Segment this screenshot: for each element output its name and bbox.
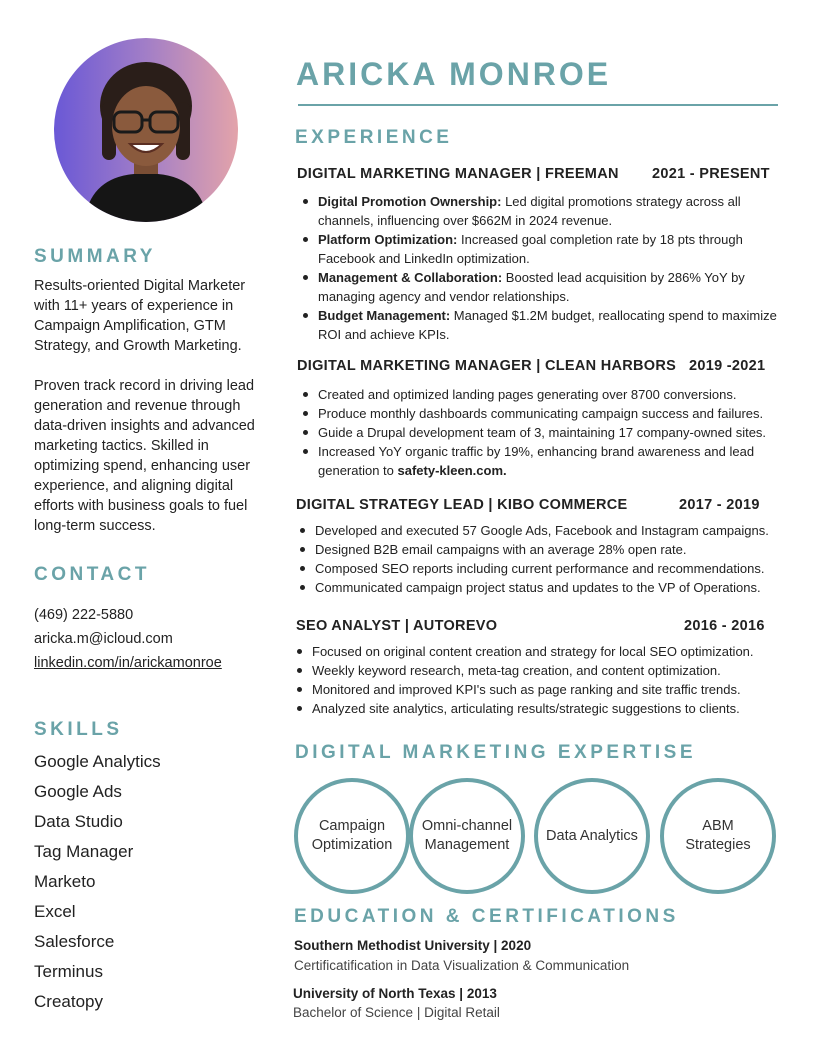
sidebar	[0, 0, 270, 1056]
bullet-item: Designed B2B email campaigns with an average 28% open rate.	[294, 540, 788, 559]
job-bullets	[291, 642, 787, 718]
education-detail: Certificatification in Data Visualization & Communication	[294, 958, 630, 973]
skill-item: Data Studio	[34, 812, 123, 831]
job-header	[296, 497, 772, 513]
skill-item: Creatopy	[34, 992, 103, 1011]
website-link[interactable]: safety-kleen.com.	[397, 463, 507, 478]
job-dates: 2019 -2021	[689, 358, 766, 374]
bullet-text: Boosted lead acquisition by 286% YoY by managing agency and vendor relationships.	[318, 270, 745, 304]
bullet-item: Created and optimized landing pages generating over 8700 conversions.	[297, 385, 787, 404]
main-content	[288, 0, 788, 1056]
summary-heading: SUMMARY	[34, 246, 156, 267]
expertise-circle	[660, 778, 776, 894]
expertise-heading: DIGITAL MARKETING EXPERTISE	[295, 742, 696, 763]
bullet-text: Increased goal completion rate by 18 pts through Facebook and LinkedIn optimization.	[318, 232, 743, 266]
job-bullets	[294, 521, 788, 597]
bullet-item: Developed and executed 57 Google Ads, Facebook and Instagram campaigns.	[294, 521, 788, 540]
job-title: DIGITAL MARKETING MANAGER | CLEAN HARBORS	[297, 358, 677, 374]
experience-heading: EXPERIENCE	[295, 127, 453, 148]
expertise-label: ABM Strategies	[685, 818, 751, 853]
bullet-lead: Management & Collaboration:	[318, 270, 503, 285]
bullet-item: Weekly keyword research, meta-tag creation, and content optimization.	[291, 661, 787, 680]
bullet-item	[297, 192, 787, 230]
job-header	[297, 358, 773, 374]
skill-item: Google Ads	[34, 782, 122, 801]
phone-number: (469) 222-5880	[34, 607, 134, 623]
expertise-circle	[409, 778, 525, 894]
person-portrait-icon	[54, 38, 238, 222]
bullet-lead: Digital Promotion Ownership:	[318, 194, 502, 209]
bullet-item: Focused on original content creation and strategy for local SEO optimization.	[291, 642, 787, 661]
job-dates: 2017 - 2019	[679, 497, 760, 513]
job-title: DIGITAL STRATEGY LEAD | KIBO COMMERCE	[296, 497, 628, 513]
education-heading: EDUCATION & CERTIFICATIONS	[294, 906, 679, 927]
linkedin-link[interactable]: linkedin.com/in/arickamonroe	[34, 655, 222, 671]
bullet-item: Composed SEO reports including current performance and recommendations.	[294, 559, 788, 578]
bullet-item: Guide a Drupal development team of 3, maintaining 17 company-owned sites.	[297, 423, 787, 442]
job-title: SEO ANALYST | AUTOREVO	[296, 618, 498, 634]
job-bullets	[297, 385, 787, 480]
bullet-item: Monitored and improved KPI's such as page ranking and site traffic trends.	[291, 680, 787, 699]
bullet-text: Increased YoY organic traffic by 19%, enhancing brand awareness and lead generation to	[318, 444, 755, 478]
summary-paragraph-1: Results-oriented Digital Marketer with 11+ years of experience in Campaign Amplification, GTM Strategy, and Growth Marketing.	[34, 278, 246, 354]
profile-photo	[54, 38, 238, 222]
candidate-name: ARICKA MONROE	[296, 56, 612, 92]
skill-item: Google Analytics	[34, 752, 161, 771]
job-header	[297, 166, 773, 182]
skill-item: Terminus	[34, 962, 103, 981]
expertise-circle	[294, 778, 410, 894]
skill-item: Salesforce	[34, 932, 115, 951]
expertise-label: Campaign Optimization	[311, 818, 393, 853]
expertise-circle	[534, 778, 650, 894]
job-header	[296, 618, 772, 634]
expertise-label: Omni-channel Management	[421, 818, 513, 853]
bullet-item	[297, 268, 787, 306]
bullet-item	[297, 442, 787, 480]
bullet-item	[297, 306, 787, 344]
bullet-text: Led digital promotions strategy across all channels, influencing over $662M in 2024 revenue.	[318, 194, 741, 228]
education-school: Southern Methodist University | 2020	[294, 938, 532, 953]
education-detail: Bachelor of Science | Digital Retail	[293, 1005, 500, 1020]
email-address[interactable]: aricka.m@icloud.com	[34, 631, 173, 647]
bullet-text: Managed $1.2M budget, reallocating spend to maximize ROI and achieve KPIs.	[318, 308, 777, 342]
contact-heading: CONTACT	[34, 564, 150, 585]
bullet-item: Produce monthly dashboards communicating campaign success and failures.	[297, 404, 787, 423]
job-dates: 2016 - 2016	[684, 618, 765, 634]
bullet-lead: Budget Management:	[318, 308, 451, 323]
job-bullets	[297, 192, 787, 344]
bullet-lead: Platform Optimization:	[318, 232, 458, 247]
job-title: DIGITAL MARKETING MANAGER | FREEMAN	[297, 166, 619, 182]
summary-paragraph-2: Proven track record in driving lead generation and revenue through data-driven insights and advanced marketing tactics. Skilled in optimizing spend, enhancing user experience, and aligning digital efforts with business goals to fuel long-term success.	[34, 378, 255, 534]
skill-item: Excel	[34, 902, 76, 921]
skills-heading: SKILLS	[34, 719, 123, 740]
bullet-item: Communicated campaign project status and updates to the VP of Operations.	[294, 578, 788, 597]
education-school: University of North Texas | 2013	[293, 986, 497, 1001]
bullet-item: Analyzed site analytics, articulating results/strategic suggestions to clients.	[291, 699, 787, 718]
skills-list	[34, 750, 161, 1020]
skill-item: Marketo	[34, 872, 96, 891]
job-dates: 2021 - PRESENT	[652, 166, 770, 182]
expertise-label: Data Analytics	[546, 827, 638, 844]
name-divider	[298, 104, 778, 106]
bullet-item	[297, 230, 787, 268]
skill-item: Tag Manager	[34, 842, 134, 861]
